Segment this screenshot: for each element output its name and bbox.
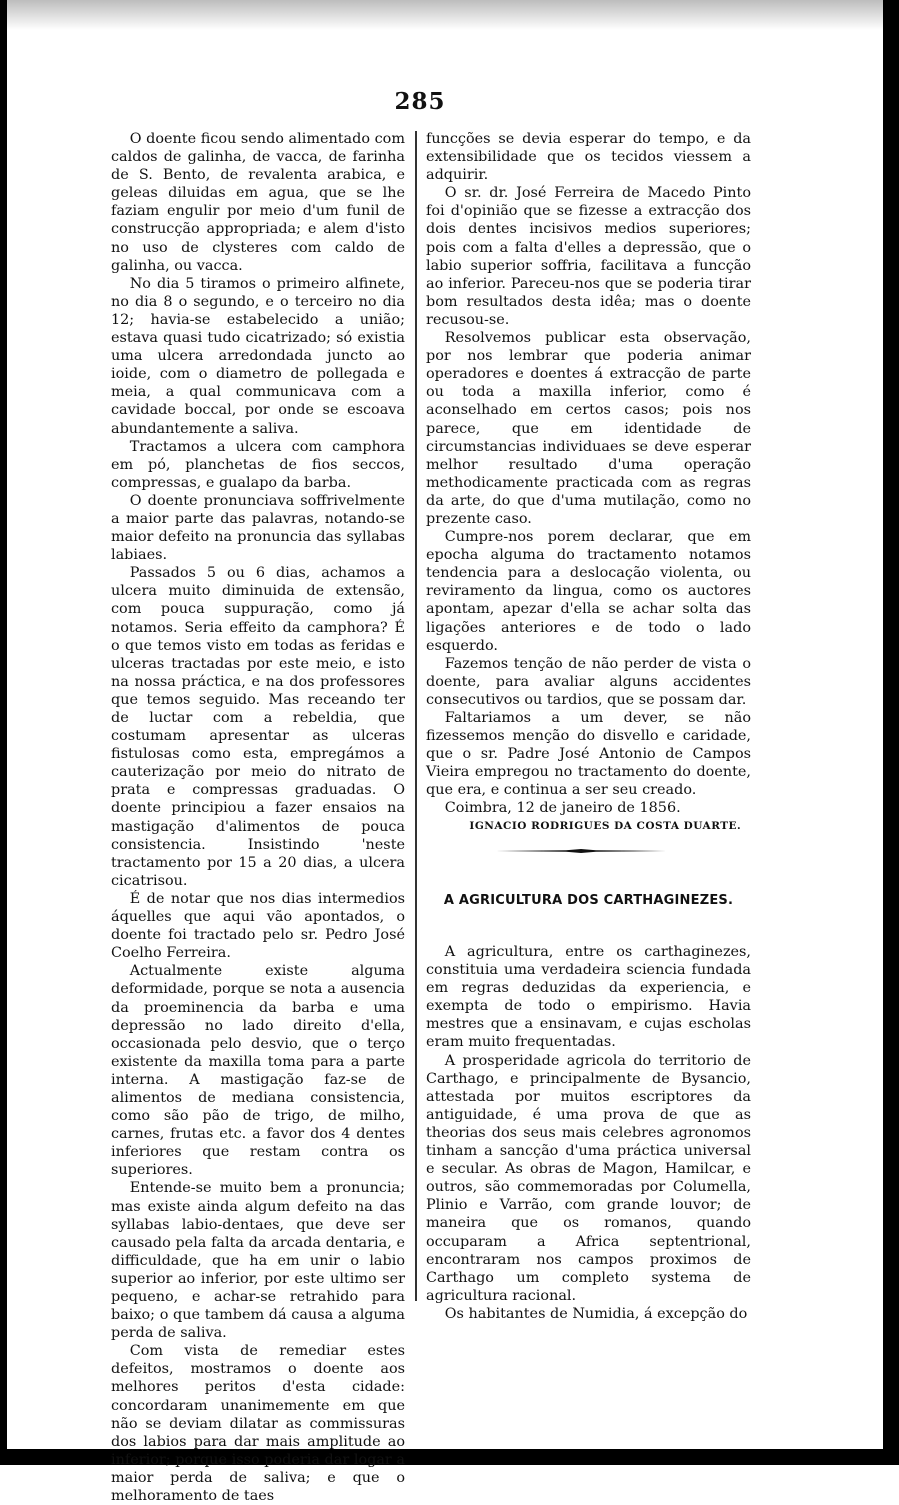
paragraph: Fazemos tenção de não perder de vista o doente, para avaliar alguns accidentes consecutivos ou tardios, que se possam dar.: [426, 655, 751, 708]
paragraph: A agricultura, entre os carthaginezes, constituia uma verdadeira sciencia fundada em regras deduzidas da experiencia, e exempta de todo o empirismo. Havia mestres que a ensinavam, e cujas escholas eram muito frequentadas.: [426, 944, 751, 1051]
paragraph: Cumpre-nos porem declarar, que em epocha alguma do tractamento notamos tendencia para a deslocação violenta, ou reviramento da lingua, como os auctores apontam, apezar d'ella se achar solta das ligações anteriores e de todo o lado esquerdo.: [426, 529, 751, 654]
paragraph: Resolvemos publicar esta observação, por nos lembrar que poderia animar operadores e doentes á extracção de parte ou toda a maxilla inferior, como é aconselhado em certos casos; pois nos parece, que em identidade de circumstancias individuaes se deve esperar melhor resultado d'uma operação methodicamente practicada com as regras da arte, do que d'uma mutilação, como no prezente caso.: [426, 330, 751, 527]
paragraph: A prosperidade agricola do territorio de Carthago, e principalmente de Bysancio, attestada por muitos escriptores da antiguidade, é uma prova de que as theorias dos seus mais celebres agronomos tinham a sancção d'uma práctica universal e secular. As obras de Magon, Hamilcar, e outros, são commemoradas por Columella, Plinio e Varrão, com grande louvor; de maneira que os romanos, quando occuparam a Africa septentrional, encontraram nos campos proximos de Carthago um completo systema de agricultura racional.: [426, 1052, 751, 1304]
scan-top-shadow: [7, 0, 883, 30]
left-column: [111, 130, 405, 1505]
scan-border-right: [883, 0, 899, 1465]
paragraph: O doente ficou sendo alimentado com caldos de galinha, de vacca, de farinha de S. Bento, de revalenta arabica, e geleas diluidas em agua, que se lhe faziam engulir por meio d'um funil de construcção appropriada; e alem d'isto no uso de clysteres com caldo de galinha, ou vacca.: [111, 131, 405, 274]
section-body: [426, 943, 751, 1323]
author-signature: IGNACIO RODRIGUES DA COSTA DUARTE.: [469, 819, 742, 832]
paragraph: Passados 5 ou 6 dias, achamos a ulcera muito diminuida de extensão, com pouca suppuração, como já notamos. Seria effeito da camphora? É o que temos visto em todas as feridas e ulceras tractadas por este meio, e isto na nossa práctica, e na dos professores que temos seguido. Mas receando ter de luctar com a rebeldia, que costumam apresentar as ulceras fistulosas como esta, empregámos a cauterização por meio do nitrato de prata e compressas graduadas. O doente principiou a fazer ensaios na mastigação d'alimentos de pouca consistencia. Insistindo 'neste tractamento por 15 a 20 dias, a ulcera cicatrisou.: [111, 565, 405, 889]
paragraph: O doente pronunciava soffrivelmente a maior parte das palavras, notando-se maior defeito na pronuncia das syllabas labiaes.: [111, 492, 405, 564]
paragraph: funcções se devia esperar do tempo, e da extensibilidade que os tecidos viessem a adquirir.: [426, 131, 751, 184]
page-number: 285: [394, 88, 446, 115]
paragraph: Entende-se muito bem a pronuncia; mas existe ainda algum defeito na das syllabas labio-dentaes, que deve ser causado pela falta da arcada dentaria, e difficuldade, que ha em unir o labio superior ao inferior, por este ultimo ser pequeno, e achar-se retrahido para baixo; o que tambem dá causa a alguma perda de saliva.: [111, 1180, 405, 1342]
paragraph: O sr. dr. José Ferreira de Macedo Pinto foi d'opinião que se fizesse a extracção dos dois dentes incisivos medios superiores; pois com a falta d'elles a depressão, que o labio superior soffria, facilitava a funcção ao inferior. Pareceu-nos que se poderia tirar bom resultados desta idêa; mas o doente recusou-se.: [426, 185, 751, 328]
section-title: A AGRICULTURA DOS CARTHAGINEZES.: [443, 893, 734, 908]
column-divider: [415, 131, 417, 1301]
paragraph: Faltariamos a um dever, se não fizessemos menção do disvello e caridade, que o sr. Padre José Antonio de Campos Vieira empregou no tractamento do doente, que era, e continua a ser seu creado.: [426, 710, 751, 799]
dateline: Coimbra, 12 de janeiro de 1856.: [444, 800, 681, 817]
paragraph: Com vista de remediar estes defeitos, mostramos o doente aos melhores peritos d'esta cidade: concordaram unanimemente em que não se deviam dilatar as commissuras dos labios para dar mais amplitude ao inferior; porque isso poderia dar logar a maior perda de saliva; e que o melhoramento de taes: [111, 1343, 405, 1505]
right-column: [426, 130, 751, 834]
paragraph: No dia 5 tiramos o primeiro alfinete, no dia 8 o segundo, e o terceiro no dia 12; havia-se estabelecido a união; estava quasi tudo cicatrizado; só existia uma ulcera arredondada juncto ao ioide, com o diametro de pollegada e meia, a qual communicava com a cavidade boccal, por onde se escoava abundantemente a saliva.: [111, 275, 405, 437]
paragraph: Os habitantes de Numidia, á excepção do: [444, 1305, 748, 1322]
paragraph: Actualmente existe alguma deformidade, porque se nota a ausencia da proeminencia da barba e uma depressão no lado direito d'ella, occasionada pelo desvio, que o terço existente da maxilla toma para a parte interna. A mastigação faz-se de alimentos de mediana consistencia, como são pão de trigo, de milho, carnes, frutas etc. a favor dos 4 dentes inferiores que restam contra os superiores.: [111, 963, 405, 1179]
section-rule-ornament: [496, 848, 666, 854]
paragraph: É de notar que nos dias intermedios áquelles que aqui vão apontados, o doente foi tractado pelo sr. Pedro José Coelho Ferreira.: [111, 890, 405, 962]
paragraph: Tractamos a ulcera com camphora em pó, planchetas de fios seccos, compressas, e gualapo da barba.: [111, 438, 405, 491]
scan-border-left: [0, 0, 7, 1465]
